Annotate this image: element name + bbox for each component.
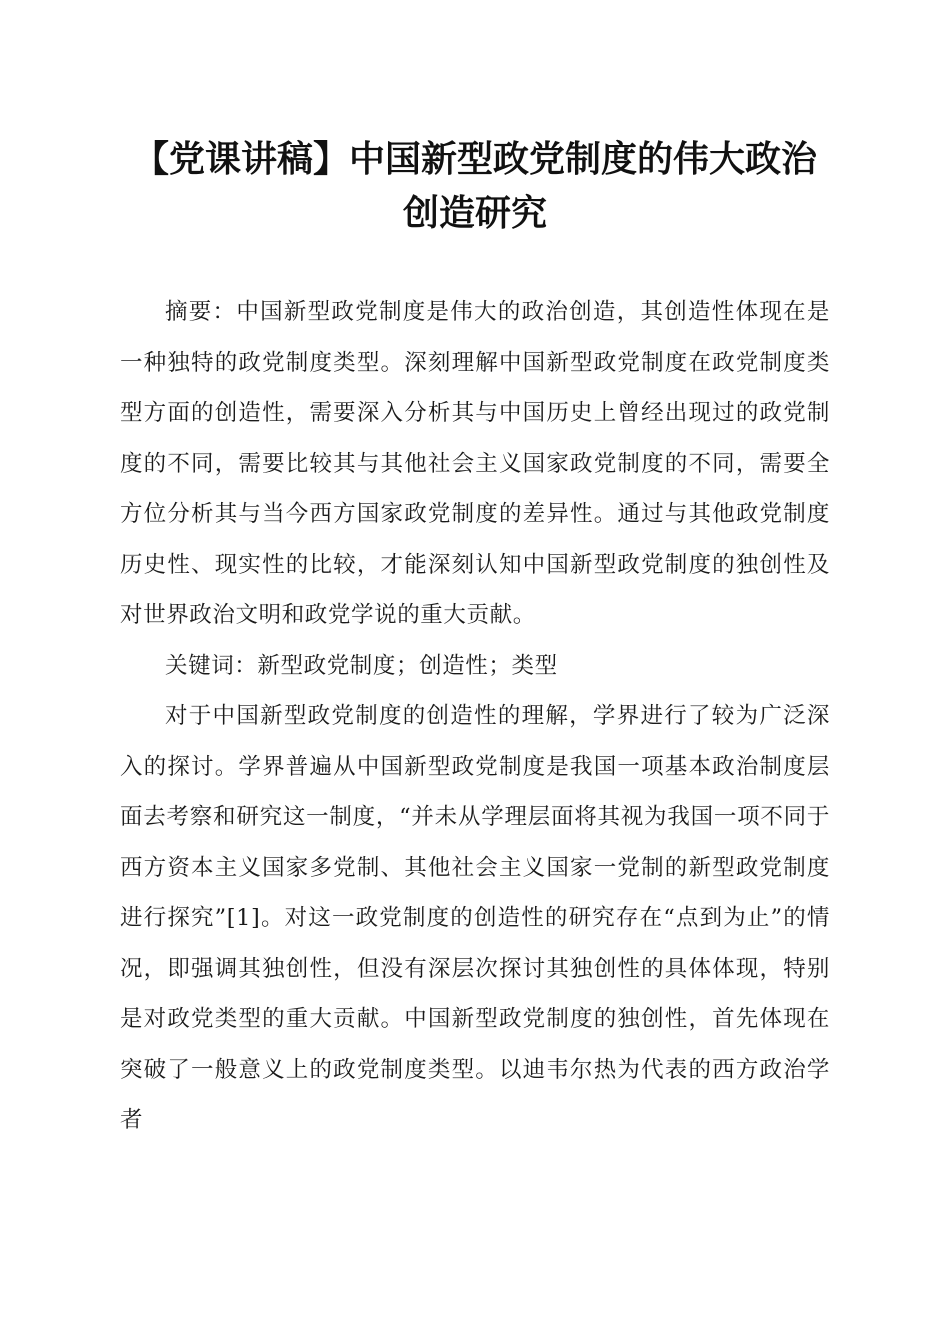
keywords-paragraph: 关键词：新型政党制度；创造性；类型 — [165, 652, 558, 679]
body-paragraph: 对于中国新型政党制度的创造性的理解，学界进行了较为广泛深入的探讨。学界普遍从中国新型政党制度是我国一项基本政治制度层面去考察和研究这一制度，“并未从学理层面将其视为我国一项不同于西方资本主义国家多党制、其他社会主义国家一党制的新型政党制度进行探究”[1]。对这一政党制度的创造性的研究存在“点到为止”的情况，即强调其独创性，但没有深层次探讨其独创性的具体体现，特别是对政党类型的重大贡献。中国新型政党制度的独创性，首先体现在突破了一般意义上的政党制度类型。以迪韦尔热为代表的西方政治学者 — [120, 703, 830, 1133]
abstract-paragraph: 摘要：中国新型政党制度是伟大的政治创造，其创造性体现在是一种独特的政党制度类型。深刻理解中国新型政党制度在政党制度类型方面的创造性，需要深入分析其与中国历史上曾经出现过的政党制度的不同，需要比较其与其他社会主义国家政党制度的不同，需要全方位分析其与当今西方国家政党制度的差异性。通过与其他政党制度历史性、现实性的比较，才能深刻认知中国新型政党制度的独创性及对世界政治文明和政党学说的重大贡献。 — [120, 299, 830, 628]
document-body — [120, 287, 830, 1146]
document-title: 【党课讲稿】中国新型政党制度的伟大政治创造研究 — [132, 139, 817, 234]
